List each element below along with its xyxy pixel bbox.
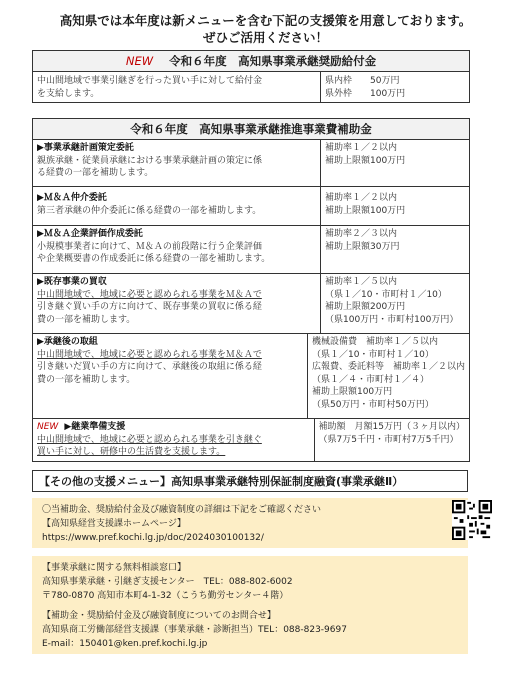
info-homepage-label: 【高知県経営支援課ホームページ】 [42, 519, 186, 529]
new-badge: NEW [37, 422, 59, 432]
subsidy-row-terms: 機械設備費 補助率１／５以内 （県１／10・市町村１／10） 広報費、委託料等 補助率１／２以内 （県１／４・市町村１／４） 補助上限額100万円 （県50万円・市町村50万円） [311, 337, 465, 410]
award-grant-description: 中山間地域で事業引継ぎを行った買い手に対して給付金 を支給します。 [33, 72, 321, 102]
subsidy-row [33, 274, 469, 334]
info-note: 〇当補助金、奨励給付金及び融資制度の詳細は下記をご確認ください [42, 505, 322, 515]
info-website-box [32, 498, 468, 548]
consult-center: 高知県事業承継・引継ぎ支援センター TEL：088-802-6002 [42, 577, 293, 587]
subsidy-row-desc: ▶Ｍ＆Ａ企業評価作成委託 小規模事業者に向けて、Ｍ＆Ａの前段階に行う企業評価 や企業概要書の作成委託に係る経費の一部を補助します。 [33, 226, 321, 273]
intro-line-2: ぜひご活用ください！ [202, 30, 328, 45]
subsidy-row [33, 419, 469, 461]
subsidy-row-terms: 補助率１／２以内 補助上限額100万円 [325, 193, 406, 216]
info-homepage-url[interactable]: https://www.pref.kochi.lg.jp/doc/2024030100132/ [42, 533, 264, 543]
subsidy-row-desc: ▶既存事業の買収 中山間地域で、地域に必要と認められる事業をＭ＆Ａで 引き継ぐ買い手の方に向けて、既存事業の買収に係る経 費の一部を補助します。 [33, 274, 321, 333]
subsidy-row-terms: 補助額 月額15万円（３ヶ月以内） （県7万5千円・市町村7万5千円） [318, 422, 465, 445]
subsidy-row-terms: 補助率１／２以内 補助上限額100万円 [325, 143, 406, 166]
contact-info-box [32, 556, 468, 654]
subsidy-row [33, 187, 469, 226]
award-grant-box [32, 50, 470, 103]
award-grant-title: 令和６年度 高知県事業承継奨励給付金 [169, 54, 377, 68]
new-badge: NEW [125, 54, 154, 68]
subsidy-row [33, 226, 469, 274]
inquiry-heading: 【補助金・奨励給付金及び融資制度についてのお問合せ】 [42, 611, 276, 621]
other-support-menu: 【その他の支援メニュー】高知県事業承継特別保証制度融資(事業承継Ⅱ） [32, 470, 468, 492]
consult-address: 〒780-0870 高知市本町4-1-32（こうち勤労センター４階） [42, 591, 289, 601]
subsidy-row [33, 334, 469, 419]
subsidy-row-desc: ▶Ｍ＆Ａ仲介委託 第三者承継の仲介委託に係る経費の一部を補助します。 [33, 187, 321, 225]
award-grant-row [33, 72, 469, 102]
subsidy-row-desc: ▶承継後の取組 中山間地域で、地域に必要と認められる事業をＭ＆Ａで 引き継いだ買い手の方に向けて、承継後の取組に係る経 費の一部を補助します。 [33, 334, 308, 418]
inquiry-department: 高知県商工労働部経営支援課（事業承継・診断担当）TEL：088-823-9697 [42, 625, 347, 635]
award-grant-header [33, 51, 469, 72]
intro-text [0, 12, 531, 46]
subsidy-header [33, 119, 469, 140]
subsidy-row-desc: ▶事業承継計画策定委託 親族承継・従業員承継における事業承継計画の策定に係 る経費の一部を補助します。 [33, 140, 321, 186]
consult-heading: 【事業承継に関する無料相談窓口】 [42, 563, 187, 573]
intro-line-1: 高知県では本年度は新メニューを含む下記の支援策を用意しております。 [59, 13, 472, 28]
subsidy-title: 令和６年度 高知県事業承継推進事業費補助金 [130, 122, 372, 136]
subsidy-row-desc: NEW ▶継業準備支援 中山間地域で、地域に必要と認められる事業を引き継ぐ 買い手に対し、研修中の生活費を支援します。 [33, 419, 315, 461]
qr-code-icon[interactable] [452, 500, 492, 540]
inquiry-email[interactable]: E-mail：150401@ken.pref.kochi.lg.jp [42, 639, 208, 649]
subsidy-row [33, 140, 469, 187]
subsidy-box [32, 118, 470, 462]
subsidy-row-terms: 補助率１／５以内 （県１／10・市町村１／10） 補助上限額200万円 （県100万円・市町村100万円） [325, 277, 459, 325]
subsidy-row-terms: 補助率２／３以内 補助上限額30万円 [325, 229, 400, 252]
award-grant-amounts: 県内枠 50万円 県外枠 100万円 [325, 76, 406, 99]
